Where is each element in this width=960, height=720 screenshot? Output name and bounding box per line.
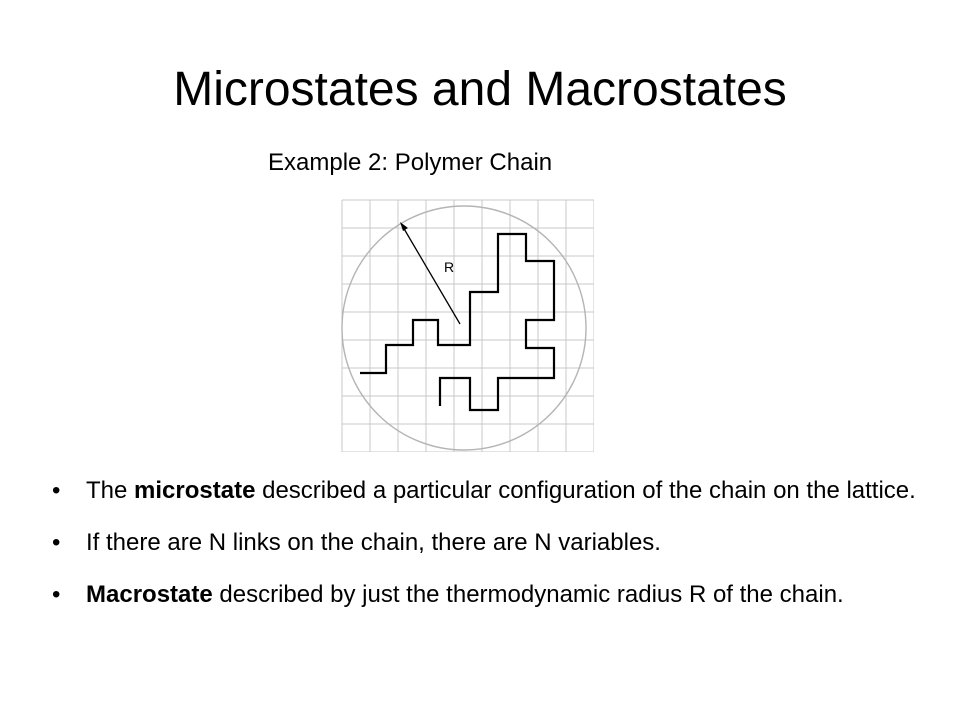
bullet-icon: • xyxy=(52,581,61,608)
bullet-list xyxy=(48,474,928,630)
arrow-head-icon xyxy=(400,222,408,231)
slide-subtitle: Example 2: Polymer Chain xyxy=(268,149,553,176)
bullet-icon: • xyxy=(52,529,61,556)
polymer-chain-figure xyxy=(340,198,594,452)
bullet-text: described a particular configuration of the chain on the lattice. xyxy=(255,477,916,504)
polymer-chain-diagram xyxy=(340,198,594,452)
radius-label: R xyxy=(444,259,455,275)
radius-arrow xyxy=(403,227,460,324)
bullet-bold-term: Macrostate xyxy=(86,581,213,608)
bullet-item-microstate xyxy=(48,474,928,508)
slide-title: Microstates and Macrostates xyxy=(173,63,787,116)
bullet-text: described by just the thermodynamic radius R of the chain. xyxy=(212,581,844,608)
bullet-bold-term: microstate xyxy=(134,477,256,504)
polymer-chain xyxy=(360,234,554,410)
radius-circle xyxy=(342,206,586,450)
bullet-item-macrostate xyxy=(48,578,928,612)
bullet-text: The xyxy=(86,477,135,504)
bullet-item-links xyxy=(48,526,928,560)
lattice-grid xyxy=(342,200,594,452)
bullet-text: If there are N links on the chain, there are N variables. xyxy=(86,529,661,556)
bullet-icon: • xyxy=(52,477,61,504)
